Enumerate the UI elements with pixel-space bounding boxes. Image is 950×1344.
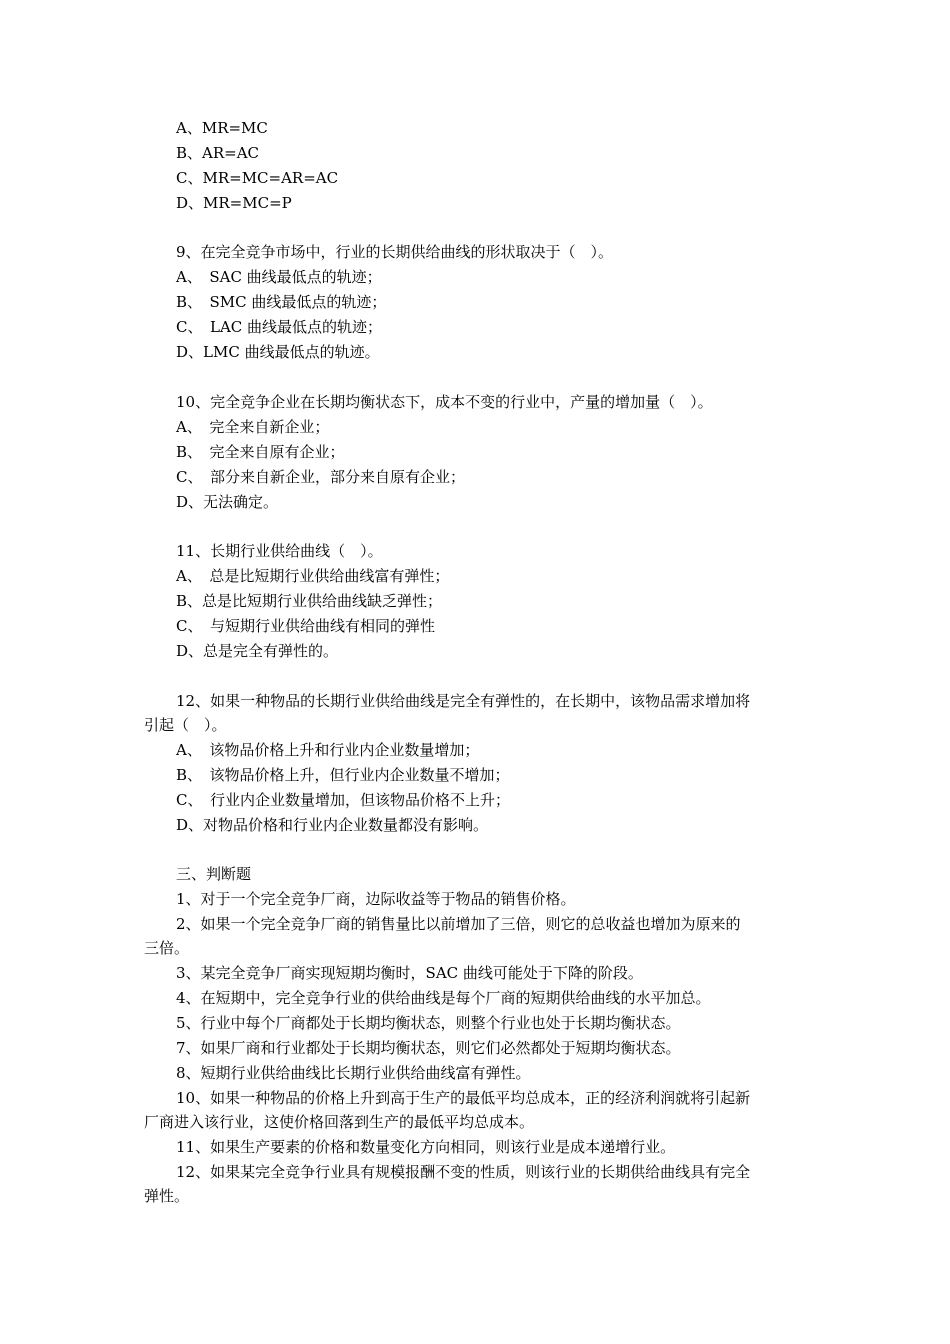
statement-line: 12、如果某完全竞争行业具有规模报酬不变的性质，则该行业的长期供给曲线具有完全 <box>176 1163 751 1181</box>
statement-cont: 三倍。 <box>144 939 190 957</box>
option-line: A、MR=MC <box>176 119 268 137</box>
option-line: B、 完全来自原有企业； <box>176 443 345 461</box>
option-line: C、 行业内企业数量增加，但该物品价格不上升； <box>176 791 510 809</box>
statement-line: 3、某完全竞争厂商实现短期均衡时，SAC 曲线可能处于下降的阶段。 <box>176 964 643 982</box>
option-line: D、MR=MC=P <box>176 194 292 212</box>
question-12-cont: 引起（ ）。 <box>144 716 227 734</box>
option-line: A、 总是比短期行业供给曲线富有弹性； <box>176 567 450 585</box>
option-line: C、 部分来自新企业，部分来自原有企业； <box>176 468 465 486</box>
statement-line: 1、对于一个完全竞争厂商，边际收益等于物品的销售价格。 <box>176 890 576 908</box>
statement-cont: 厂商进入该行业，这使价格回落到生产的最低平均总成本。 <box>144 1113 535 1131</box>
option-line: B、 该物品价格上升，但行业内企业数量不增加； <box>176 766 510 784</box>
option-line: D、总是完全有弹性的。 <box>176 642 339 660</box>
statement-line: 8、短期行业供给曲线比长期行业供给曲线富有弹性。 <box>176 1064 531 1082</box>
section-heading: 三、判断题 <box>176 865 252 883</box>
option-line: B、总是比短期行业供给曲线缺乏弹性； <box>176 592 443 610</box>
option-line: D、无法确定。 <box>176 493 279 511</box>
statement-line: 5、行业中每个厂商都处于长期均衡状态，则整个行业也处于长期均衡状态。 <box>176 1014 681 1032</box>
question-10: 10、完全竞争企业在长期均衡状态下，成本不变的行业中，产量的增加量（ ）。 <box>176 393 713 411</box>
statement-line: 11、如果生产要素的价格和数量变化方向相同，则该行业是成本递增行业。 <box>176 1138 676 1156</box>
option-line: D、LMC 曲线最低点的轨迹。 <box>176 343 380 361</box>
statement-cont: 弹性。 <box>144 1187 190 1205</box>
statement-line: 4、在短期中，完全竞争行业的供给曲线是每个厂商的短期供给曲线的水平加总。 <box>176 989 711 1007</box>
question-9: 9、在完全竞争市场中，行业的长期供给曲线的形状取决于（ ）。 <box>176 243 614 261</box>
statement-line: 7、如果厂商和行业都处于长期均衡状态，则它们必然都处于短期均衡状态。 <box>176 1039 681 1057</box>
option-line: A、 完全来自新企业； <box>176 418 330 436</box>
question-11: 11、长期行业供给曲线（ ）。 <box>176 542 383 560</box>
option-line: B、 SMC 曲线最低点的轨迹； <box>176 293 387 311</box>
option-line: C、 与短期行业供给曲线有相同的弹性 <box>176 617 435 635</box>
statement-line: 10、如果一种物品的价格上升到高于生产的最低平均总成本，正的经济利润就将引起新 <box>176 1089 751 1107</box>
option-line: C、 LAC 曲线最低点的轨迹； <box>176 318 383 336</box>
option-line: B、AR=AC <box>176 144 260 162</box>
option-line: C、MR=MC=AR=AC <box>176 169 339 187</box>
option-line: D、对物品价格和行业内企业数量都没有影响。 <box>176 816 489 834</box>
statement-line: 2、如果一个完全竞争厂商的销售量比以前增加了三倍，则它的总收益也增加为原来的 <box>176 915 741 933</box>
option-line: A、 该物品价格上升和行业内企业数量增加； <box>176 741 480 759</box>
question-12: 12、如果一种物品的长期行业供给曲线是完全有弹性的，在长期中，该物品需求增加将 <box>176 692 751 710</box>
option-line: A、 SAC 曲线最低点的轨迹； <box>176 268 382 286</box>
